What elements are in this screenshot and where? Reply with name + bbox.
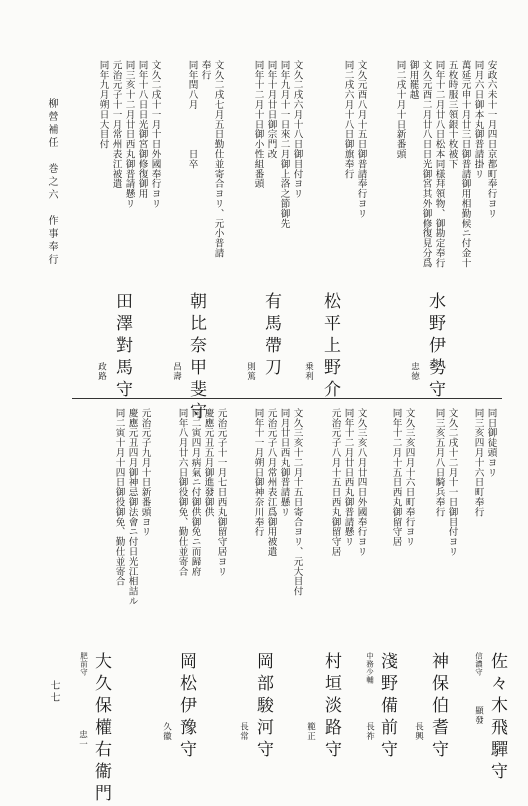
record-line: 同年十二月十五日西丸御留守居 (390, 408, 402, 547)
record-line: 文久元酉八月十五日御普請奉行ヨリ (355, 60, 367, 219)
record-line: 文久三亥八月廿四日外國奉行ヨリ (355, 408, 367, 557)
official-name: 松平上野介 (320, 292, 340, 402)
record-line: 文久二戌十二月十一日御目付ヨリ (446, 408, 458, 557)
record-line: 同二寅十月十四日御役御免、勤仕並寄合 (113, 408, 125, 587)
record-line: 同年十八日日光御宮御修復御用 (136, 60, 148, 199)
official-name: 佐々木飛驒守 (487, 652, 507, 784)
official-name: 神保伯耆守 (428, 652, 448, 762)
record-line: 文久元酉二月廿八日日光御宮其外御修復見分爲 (420, 60, 432, 268)
record-line: 奉行 (199, 60, 211, 80)
court-title: 信濃守 (474, 652, 484, 676)
record-line: 同二寅四月病氣ニ付御供御免ニ而歸府 (189, 408, 201, 577)
official-name: 朝比奈甲斐守 (186, 292, 206, 424)
record-line: 御用罷越 (407, 60, 419, 100)
nanori: 長祚 (364, 722, 375, 741)
nanori: 顯發 (473, 706, 484, 725)
record-line: 安政六未十一月四日京都町奉行ヨリ (485, 60, 497, 219)
official-name: 淺野備前守 (377, 652, 397, 762)
record-line: 同年十二月廿日西丸御普請懸リ (342, 408, 354, 547)
record-line: 元治元子八月十五日西丸御留守居 (329, 408, 341, 557)
nanori: 忠一 (77, 730, 88, 749)
official-name: 岡部駿河守 (253, 652, 273, 762)
record-line: 慶應元丑四月御神忌御法會ニ付日光江相詰ル (126, 408, 138, 606)
official-name: 田澤對馬守 (112, 292, 132, 402)
record-line: 元治元子十一月七日西丸御留守居ヨリ (215, 408, 227, 577)
court-title: 肥前守 (79, 652, 89, 676)
official-name: 水野伊勢守 (425, 292, 445, 402)
record-line: 元治元子十一月常州表江被遣 (110, 60, 122, 189)
nanori: 乗利 (303, 362, 314, 381)
record-line: 同二戌六月十八日御旗奉行 (342, 60, 354, 179)
record-line: 同月六日御本丸御普請掛リ (472, 60, 484, 179)
record-line: 同年閏八月 日卒 (186, 60, 198, 169)
record-line: 同年十二月廿八日松本同様拜領物、御勘定奉行 (433, 60, 445, 268)
record-line: 五枚時服三領銀十枚被下 (446, 60, 458, 169)
nanori: 久徽 (161, 722, 172, 741)
nanori: 則篤 (245, 362, 256, 381)
record-line: 同月廿日西丸御普請懸リ (278, 408, 290, 517)
record-line: 同年九月朔日大目付 (97, 60, 109, 150)
record-line: 文久三亥十二月十五日寄合ヨリ、元大目付 (291, 408, 303, 597)
record-line: 文久二戌六月十八日御目付ヨリ (291, 60, 303, 199)
record-line: 文久二戌十一月十日外國奉行ヨリ (149, 60, 161, 209)
record-line: 萬延元申十月廿三日御普請御用相勤候ニ付金十 (459, 60, 471, 268)
record-line: 元治元子八月常州表江爲御用被遣 (265, 408, 277, 557)
record-line: 慶應元丑五月御進發御供 (202, 408, 214, 517)
court-title: 中務少輔 (365, 652, 375, 684)
nanori: 長常 (238, 722, 249, 741)
record-line: 同年八月廿六日御役御免、勤仕並寄合 (176, 408, 188, 577)
record-line: 文久二戌七月五日勤仕並寄合ヨリ、元小普請 (212, 60, 224, 258)
record-line: 同三亥四月十六日町奉行 (472, 408, 484, 517)
record-line: 同三亥十二月廿日西丸御普請懸リ (123, 60, 135, 209)
running-header: 柳營補任 巻之六 作事奉行 (46, 98, 57, 267)
official-name: 大久保權右衞門 (91, 652, 111, 806)
record-line: 同二戌十月十日新番頭 (394, 60, 406, 159)
nanori: 昌壽 (171, 362, 182, 381)
record-line: 文久三亥四月十六日町奉行ヨリ (403, 408, 415, 547)
page-number: 七七 (48, 680, 59, 704)
record-line: 同年十二月十日御小性組番頭 (252, 60, 264, 189)
nanori: 政路 (96, 362, 107, 381)
official-name: 岡松伊豫守 (176, 652, 196, 762)
record-line: 同年十月廿日御宗門改 (265, 60, 277, 159)
record-line: 同年九月十一日來二月御上洛之節御先 (278, 60, 290, 229)
nanori: 忠徳 (409, 362, 420, 381)
record-line: 同年十一月朔日御神奈川奉行 (252, 408, 264, 537)
record-line: 元治元子九月十日新番頭ヨリ (139, 408, 151, 537)
record-line: 同日御徒頭ヨリ (485, 408, 497, 478)
official-name: 有馬帶刀 (261, 292, 281, 380)
record-line: 同三亥五月八日騎兵奉行 (433, 408, 445, 517)
official-name: 村垣淡路守 (321, 652, 341, 762)
nanori: 長興 (413, 722, 424, 741)
nanori: 範正 (305, 722, 316, 741)
